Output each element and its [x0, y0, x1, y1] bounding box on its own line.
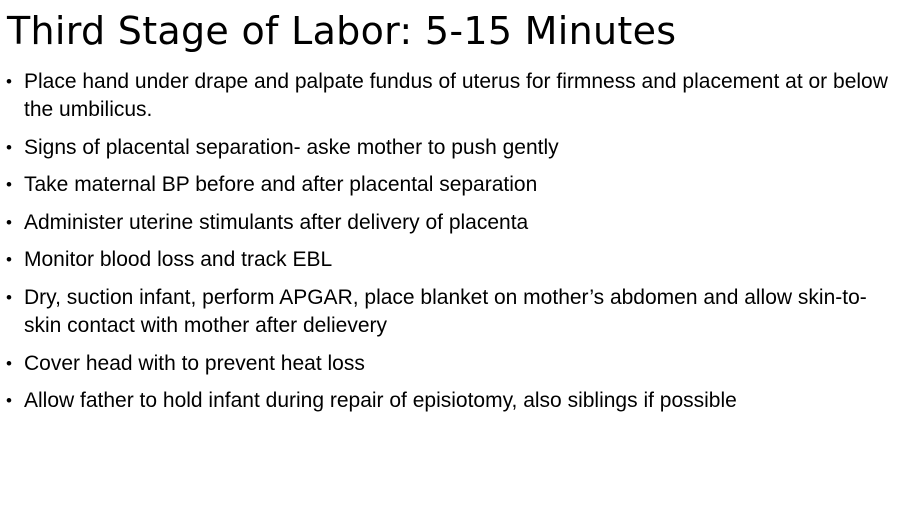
bullet-item: [6, 209, 892, 237]
bullet-item: [6, 284, 892, 340]
bullet-icon: •: [6, 287, 12, 307]
bullet-item: [6, 387, 892, 415]
bullet-item: [6, 350, 892, 378]
bullet-text: Administer uterine stimulants after delivery of placenta: [24, 210, 529, 234]
slide-title: Third Stage of Labor: 5-15 Minutes: [7, 9, 677, 53]
bullet-item: [6, 134, 892, 162]
bullet-icon: •: [6, 391, 12, 411]
bullet-item: [6, 246, 892, 274]
bullet-text: Signs of placental separation- aske mother to push gently: [24, 135, 559, 159]
bullet-text: Take maternal BP before and after placental separation: [24, 173, 538, 197]
bullet-icon: •: [6, 250, 12, 270]
bullet-icon: •: [6, 212, 12, 232]
bullet-list: [6, 68, 892, 415]
bullet-icon: •: [6, 175, 12, 195]
bullet-text: Monitor blood loss and track EBL: [24, 248, 333, 272]
bullet-icon: •: [6, 137, 12, 157]
bullet-text: Place hand under drape and palpate fundus of uterus for firmness and placement at or below the umbilicus.: [24, 70, 888, 121]
bullet-item: [6, 68, 892, 124]
bullet-text: Cover head with to prevent heat loss: [24, 351, 365, 375]
bullet-text: Dry, suction infant, perform APGAR, place blanket on mother’s abdomen and allow skin-to-skin contact with mother after delievery: [24, 285, 867, 337]
bullet-text: Allow father to hold infant during repair of episiotomy, also siblings if possible: [24, 389, 737, 413]
bullet-icon: •: [6, 353, 12, 373]
bullet-icon: •: [6, 72, 12, 91]
bullet-item: [6, 171, 892, 199]
